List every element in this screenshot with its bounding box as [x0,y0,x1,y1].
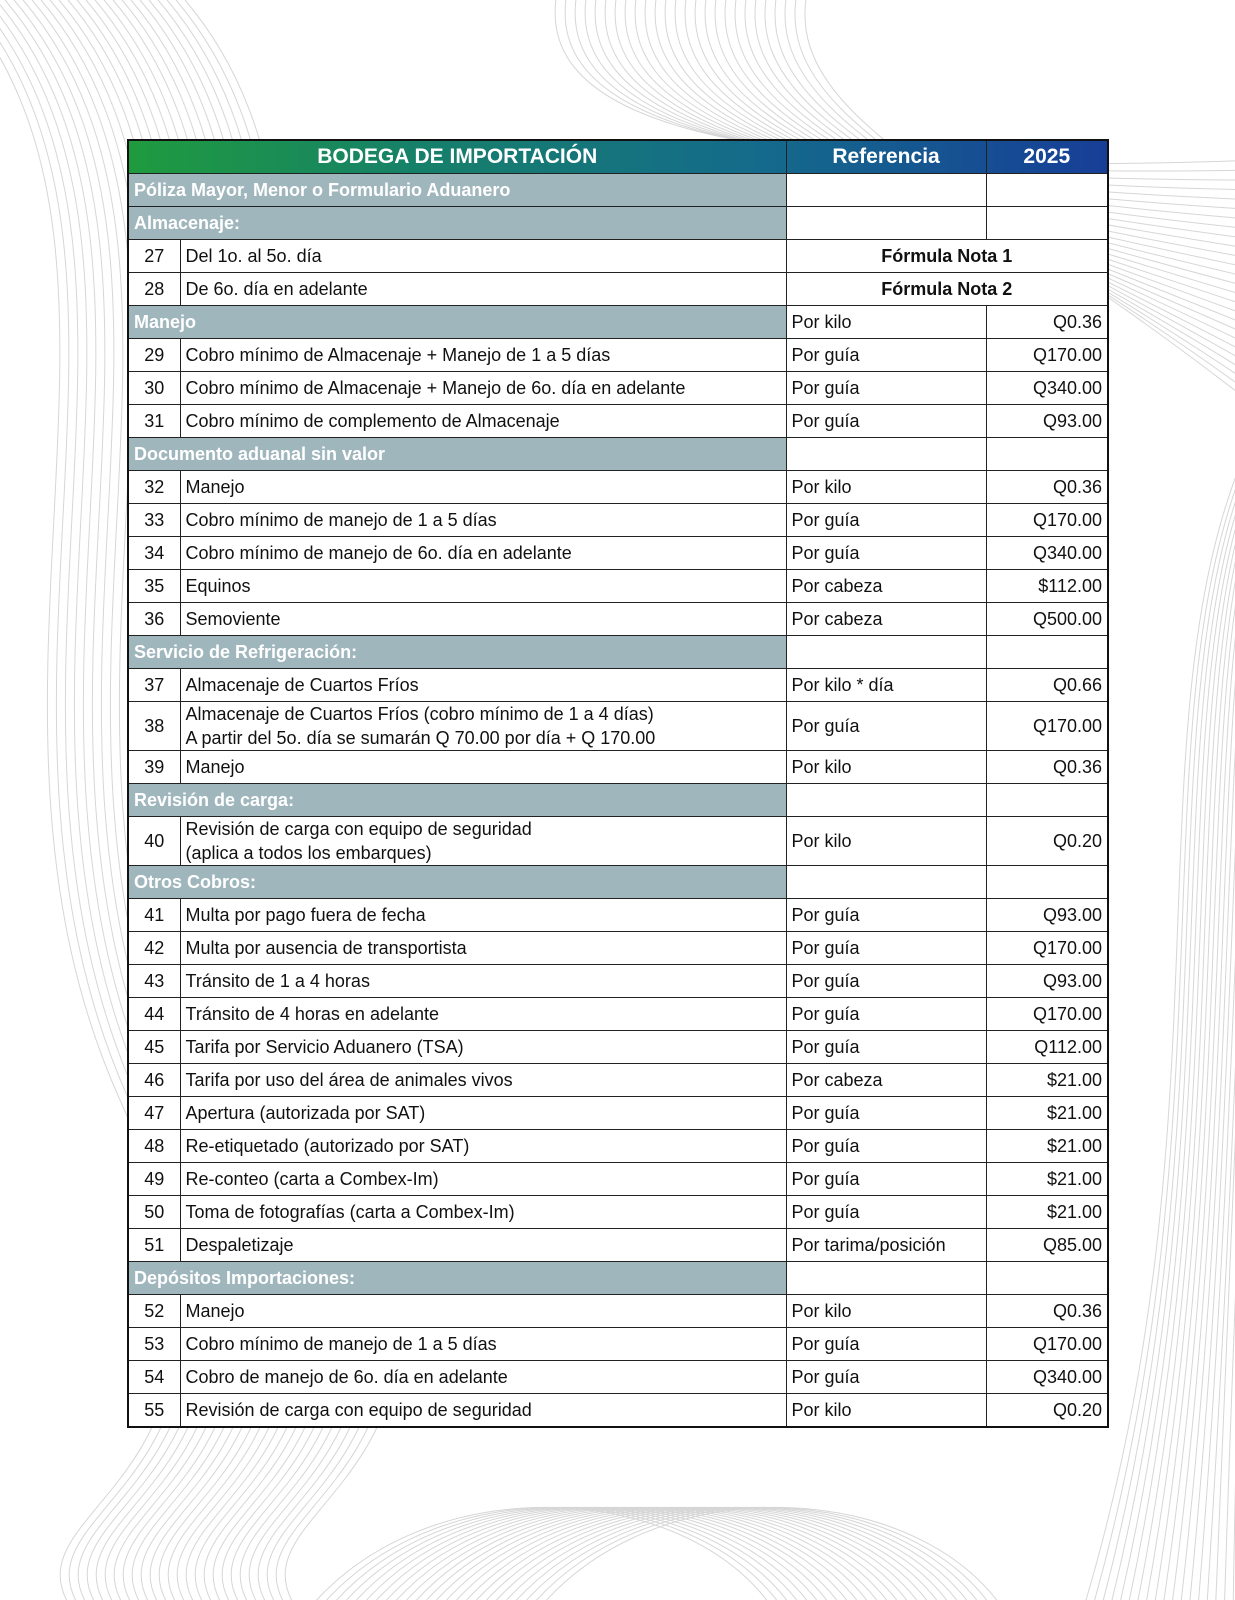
table-row [128,405,1108,438]
row-description [180,817,786,866]
reference-cell: Por guía [786,405,986,438]
table-header-row [128,140,1108,174]
row-number: 40 [128,817,180,866]
reference-cell: Por kilo [786,1295,986,1328]
reference-cell: Por kilo * día [786,669,986,702]
reference-cell: Por guía [786,899,986,932]
section-header-row [128,174,1108,207]
row-number: 34 [128,537,180,570]
table-row [128,965,1108,998]
section-header-row [128,784,1108,817]
amount-cell: Q170.00 [986,998,1108,1031]
column-header-reference: Referencia [786,140,986,174]
section-label: Documento aduanal sin valor [128,438,786,471]
section-label: Servicio de Refrigeración: [128,636,786,669]
reference-cell [786,438,986,471]
row-description: Revisión de carga con equipo de seguridad [180,1394,786,1428]
row-description: Despaletizaje [180,1229,786,1262]
table-row [128,1229,1108,1262]
table-row [128,1031,1108,1064]
table-row [128,669,1108,702]
reference-cell: Por cabeza [786,1064,986,1097]
row-number: 42 [128,932,180,965]
amount-cell: Q170.00 [986,339,1108,372]
row-description: Tránsito de 1 a 4 horas [180,965,786,998]
row-description: Toma de fotografías (carta a Combex-Im) [180,1196,786,1229]
amount-cell [986,174,1108,207]
reference-cell: Por guía [786,932,986,965]
row-description: Almacenaje de Cuartos Fríos [180,669,786,702]
amount-cell: $21.00 [986,1097,1108,1130]
row-number: 36 [128,603,180,636]
row-number: 39 [128,751,180,784]
section-header-row [128,866,1108,899]
table-row [128,537,1108,570]
reference-cell: Por guía [786,1361,986,1394]
reference-cell [786,636,986,669]
amount-cell: $21.00 [986,1130,1108,1163]
table-row [128,273,1108,306]
row-description: Tarifa por uso del área de animales vivos [180,1064,786,1097]
amount-cell: $21.00 [986,1196,1108,1229]
reference-cell [786,1262,986,1295]
table-row [128,998,1108,1031]
amount-cell: Q93.00 [986,965,1108,998]
row-number: 46 [128,1064,180,1097]
amount-cell: $112.00 [986,570,1108,603]
row-number: 38 [128,702,180,751]
row-number: 28 [128,273,180,306]
reference-cell [786,174,986,207]
table-row [128,899,1108,932]
table-row [128,339,1108,372]
reference-cell: Por guía [786,702,986,751]
reference-cell: Por guía [786,1097,986,1130]
amount-cell [986,866,1108,899]
row-description: Re-etiquetado (autorizado por SAT) [180,1130,786,1163]
table-row [128,504,1108,537]
description-line-1: Almacenaje de Cuartos Fríos (cobro mínimo de 1 a 4 días) [185,704,654,724]
table-body [128,174,1108,1428]
table-row [128,1097,1108,1130]
row-number: 41 [128,899,180,932]
row-description: Cobro mínimo de manejo de 1 a 5 días [180,1328,786,1361]
formula-note: Fórmula Nota 1 [786,240,1108,273]
row-number: 47 [128,1097,180,1130]
amount-cell: Q170.00 [986,1328,1108,1361]
row-number: 52 [128,1295,180,1328]
reference-cell: Por guía [786,1163,986,1196]
reference-cell: Por guía [786,504,986,537]
row-description: Tránsito de 4 horas en adelante [180,998,786,1031]
amount-cell: Q0.36 [986,471,1108,504]
row-number: 37 [128,669,180,702]
table-row [128,1064,1108,1097]
reference-cell [786,784,986,817]
table-row [128,817,1108,866]
reference-cell: Por guía [786,998,986,1031]
section-header-row [128,438,1108,471]
row-description: Cobro mínimo de complemento de Almacenaje [180,405,786,438]
reference-cell: Por guía [786,1130,986,1163]
amount-cell [986,636,1108,669]
row-number: 44 [128,998,180,1031]
amount-cell: Q0.36 [986,751,1108,784]
table-row [128,1328,1108,1361]
section-header-row [128,636,1108,669]
row-description: Manejo [180,751,786,784]
column-header-year: 2025 [986,140,1108,174]
reference-cell: Por guía [786,965,986,998]
row-number: 43 [128,965,180,998]
table-row [128,372,1108,405]
reference-cell: Por kilo [786,471,986,504]
row-description: Manejo [180,1295,786,1328]
row-description: Cobro mínimo de Almacenaje + Manejo de 6o. día en adelante [180,372,786,405]
row-number: 31 [128,405,180,438]
row-description: De 6o. día en adelante [180,273,786,306]
reference-cell: Por kilo [786,306,986,339]
amount-cell: Q0.20 [986,817,1108,866]
row-number: 55 [128,1394,180,1428]
reference-cell: Por guía [786,1031,986,1064]
row-description: Equinos [180,570,786,603]
section-label: Revisión de carga: [128,784,786,817]
reference-cell: Por guía [786,372,986,405]
table-row [128,702,1108,751]
row-number: 51 [128,1229,180,1262]
row-description: Tarifa por Servicio Aduanero (TSA) [180,1031,786,1064]
amount-cell: Q112.00 [986,1031,1108,1064]
table-row [128,1196,1108,1229]
row-description: Cobro de manejo de 6o. día en adelante [180,1361,786,1394]
row-description: Re-conteo (carta a Combex-Im) [180,1163,786,1196]
reference-cell: Por guía [786,1328,986,1361]
reference-cell: Por cabeza [786,570,986,603]
section-label: Otros Cobros: [128,866,786,899]
row-description: Cobro mínimo de manejo de 1 a 5 días [180,504,786,537]
row-number: 49 [128,1163,180,1196]
table-row [128,1394,1108,1428]
section-header-row [128,1262,1108,1295]
amount-cell: Q340.00 [986,537,1108,570]
amount-cell: $21.00 [986,1163,1108,1196]
amount-cell: Q170.00 [986,504,1108,537]
table-row [128,570,1108,603]
row-description: Multa por pago fuera de fecha [180,899,786,932]
row-number: 27 [128,240,180,273]
amount-cell: Q340.00 [986,372,1108,405]
row-description [180,702,786,751]
row-number: 30 [128,372,180,405]
table-row [128,603,1108,636]
table-row [128,751,1108,784]
table-row [128,1163,1108,1196]
row-number: 45 [128,1031,180,1064]
table-row [128,1295,1108,1328]
import-warehouse-rates-table [127,139,1109,1428]
section-label: Almacenaje: [128,207,786,240]
amount-cell [986,784,1108,817]
section-label: Póliza Mayor, Menor o Formulario Aduanero [128,174,786,207]
amount-cell: Q340.00 [986,1361,1108,1394]
amount-cell [986,1262,1108,1295]
reference-cell: Por tarima/posición [786,1229,986,1262]
table-row [128,471,1108,504]
row-description: Manejo [180,471,786,504]
reference-cell: Por kilo [786,751,986,784]
amount-cell: Q85.00 [986,1229,1108,1262]
reference-cell: Por kilo [786,817,986,866]
row-number: 33 [128,504,180,537]
description-line-2: A partir del 5o. día se sumarán Q 70.00 por día + Q 170.00 [185,728,656,748]
amount-cell: Q93.00 [986,899,1108,932]
amount-cell: Q0.36 [986,306,1108,339]
row-description: Semoviente [180,603,786,636]
row-number: 35 [128,570,180,603]
row-number: 54 [128,1361,180,1394]
row-description: Del 1o. al 5o. día [180,240,786,273]
reference-cell: Por cabeza [786,603,986,636]
amount-cell: Q0.66 [986,669,1108,702]
reference-cell: Por guía [786,339,986,372]
row-description: Cobro mínimo de Almacenaje + Manejo de 1 a 5 días [180,339,786,372]
reference-cell [786,866,986,899]
table-row [128,932,1108,965]
section-label: Manejo [128,306,786,339]
row-description: Multa por ausencia de transportista [180,932,786,965]
reference-cell: Por guía [786,1196,986,1229]
table-title: BODEGA DE IMPORTACIÓN [128,140,786,174]
reference-cell [786,207,986,240]
section-header-row [128,207,1108,240]
table-row [128,1130,1108,1163]
amount-cell [986,438,1108,471]
row-number: 48 [128,1130,180,1163]
table-row [128,1361,1108,1394]
section-header-row [128,306,1108,339]
amount-cell [986,207,1108,240]
row-number: 53 [128,1328,180,1361]
formula-note: Fórmula Nota 2 [786,273,1108,306]
amount-cell: Q93.00 [986,405,1108,438]
amount-cell: Q0.20 [986,1394,1108,1428]
row-number: 29 [128,339,180,372]
description-line-1: Revisión de carga con equipo de seguridad [185,819,532,839]
amount-cell: Q170.00 [986,932,1108,965]
row-number: 32 [128,471,180,504]
amount-cell: Q0.36 [986,1295,1108,1328]
reference-cell: Por guía [786,537,986,570]
amount-cell: $21.00 [986,1064,1108,1097]
description-line-2: (aplica a todos los embarques) [185,843,432,863]
reference-cell: Por kilo [786,1394,986,1428]
row-description: Cobro mínimo de manejo de 6o. día en adelante [180,537,786,570]
row-description: Apertura (autorizada por SAT) [180,1097,786,1130]
table-row [128,240,1108,273]
row-number: 50 [128,1196,180,1229]
section-label: Depósitos Importaciones: [128,1262,786,1295]
amount-cell: Q170.00 [986,702,1108,751]
amount-cell: Q500.00 [986,603,1108,636]
